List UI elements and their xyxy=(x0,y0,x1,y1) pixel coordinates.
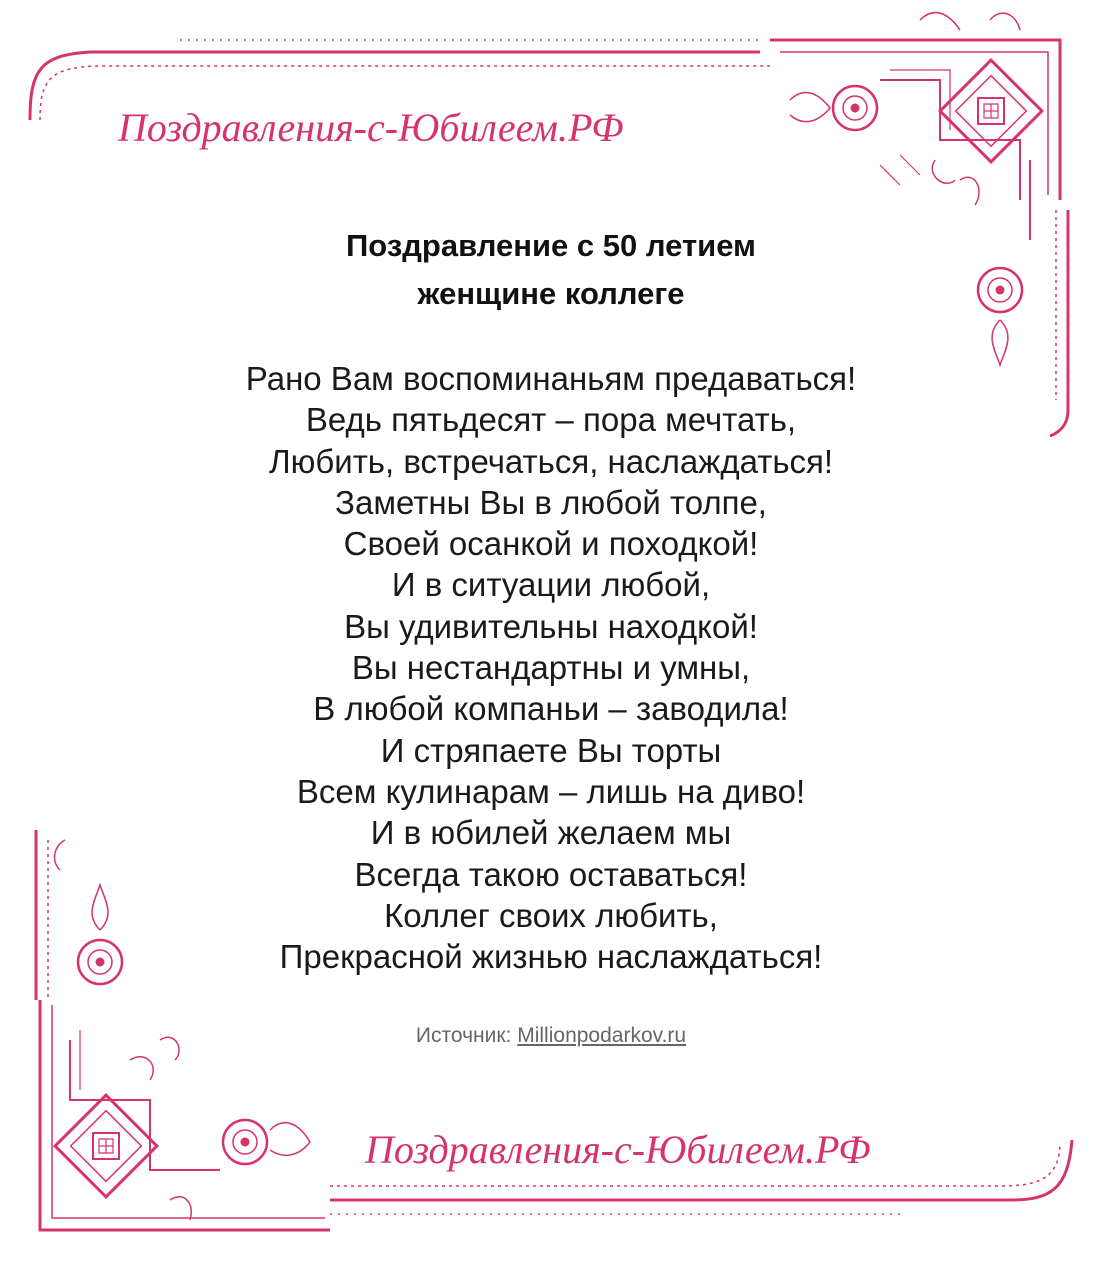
source-label: Источник: xyxy=(415,1024,512,1047)
poem-line: Коллег своих любить, xyxy=(384,896,718,934)
poem-line: И стряпаете Вы торты xyxy=(380,731,722,769)
poem-line: Вы нестандартны и умны, xyxy=(351,649,751,687)
poem xyxy=(0,358,1102,977)
site-name-bottom: Поздравления-с-Юбилеем.РФ xyxy=(365,1127,871,1172)
poem-line: И в ситуации любой, xyxy=(391,566,711,604)
site-name-top: Поздравления-с-Юбилеем.РФ xyxy=(118,105,624,150)
title-line: Поздравление с 50 летием xyxy=(346,228,756,263)
poem-line: Всем кулинарам – лишь на диво! xyxy=(296,772,806,810)
poem-line: Заметны Вы в любой толпе, xyxy=(335,483,767,521)
poem-line: Всегда такою оставаться! xyxy=(354,855,748,893)
poem-line: Своей осанкой и походкой! xyxy=(343,525,759,563)
poem-line: И в юбилей желаем мы xyxy=(370,814,732,852)
title-line: женщине коллеге xyxy=(417,276,685,311)
poem-line: Любить, встречаться, наслаждаться! xyxy=(268,442,834,480)
source-credit xyxy=(0,1024,1102,1048)
source-link[interactable]: Millionpodarkov.ru xyxy=(517,1024,687,1047)
poem-line: В любой компаньи – заводила! xyxy=(313,690,789,728)
poem-line: Прекрасной жизнью наслаждаться! xyxy=(279,938,823,976)
poem-line: Ведь пятьдесят – пора мечтать, xyxy=(305,401,797,439)
poem-line: Вы удивительны находкой! xyxy=(344,607,758,645)
page-title xyxy=(0,222,1102,318)
poem-line: Рано Вам воспоминаньям предаваться! xyxy=(245,360,857,397)
